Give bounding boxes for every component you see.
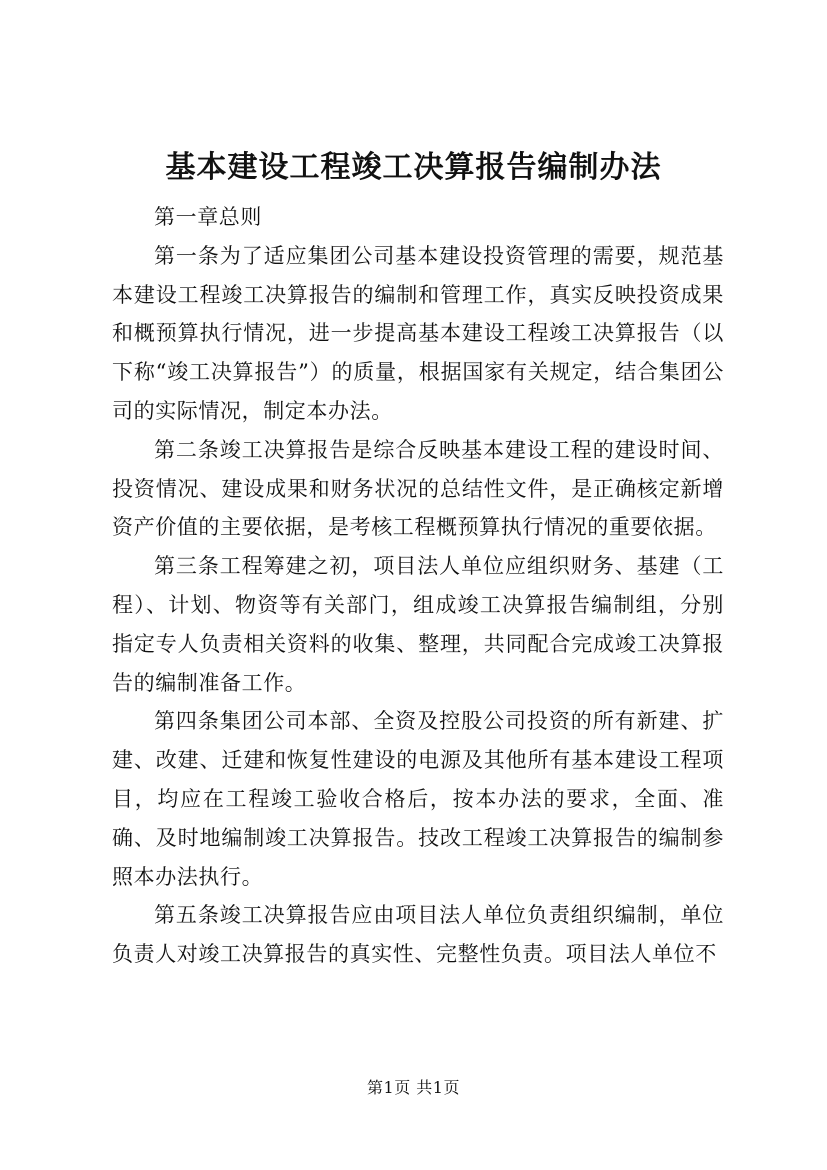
document-title: 基本建设工程竣工决算报告编制办法 bbox=[165, 150, 662, 185]
page-footer: 第1页 共1页 bbox=[367, 1078, 460, 1097]
article-4: 第四条集团公司本部、全资及控股公司投资的所有新建、扩建、改建、迁建和恢复性建设的电源及其他所有基本建设工程项目，均应在工程竣工验收合格后，按本办法的要求，全面、准确、及时地编制竣工决算报告。技改工程竣工决算报告的编制参照本办法执行。 bbox=[112, 709, 724, 889]
chapter-heading: 第一章总则 bbox=[154, 205, 262, 229]
article-2: 第二条竣工决算报告是综合反映基本建设工程的建设时间、投资情况、建设成果和财务状况的总结性文件，是正确核定新增资产价值的主要依据，是考核工程概预算执行情况的重要依据。 bbox=[112, 437, 724, 540]
article-5: 第五条竣工决算报告应由项目法人单位负责组织编制，单位负责人对竣工决算报告的真实性、完整性负责。项目法人单位不 bbox=[112, 903, 724, 967]
document-body bbox=[112, 198, 724, 974]
article-1: 第一条为了适应集团公司基本建设投资管理的需要，规范基本建设工程竣工决算报告的编制和管理工作，真实反映投资成果和概预算执行情况，进一步提高基本建设工程竣工决算报告（以下称“竣工决算报告”）的质量，根据国家有关规定，结合集团公司的实际情况，制定本办法。 bbox=[112, 243, 724, 423]
article-3: 第三条工程筹建之初，项目法人单位应组织财务、基建（工程）、计划、物资等有关部门，组成竣工决算报告编制组，分别指定专人负责相关资料的收集、整理，共同配合完成竣工决算报告的编制准备工作。 bbox=[112, 554, 724, 695]
